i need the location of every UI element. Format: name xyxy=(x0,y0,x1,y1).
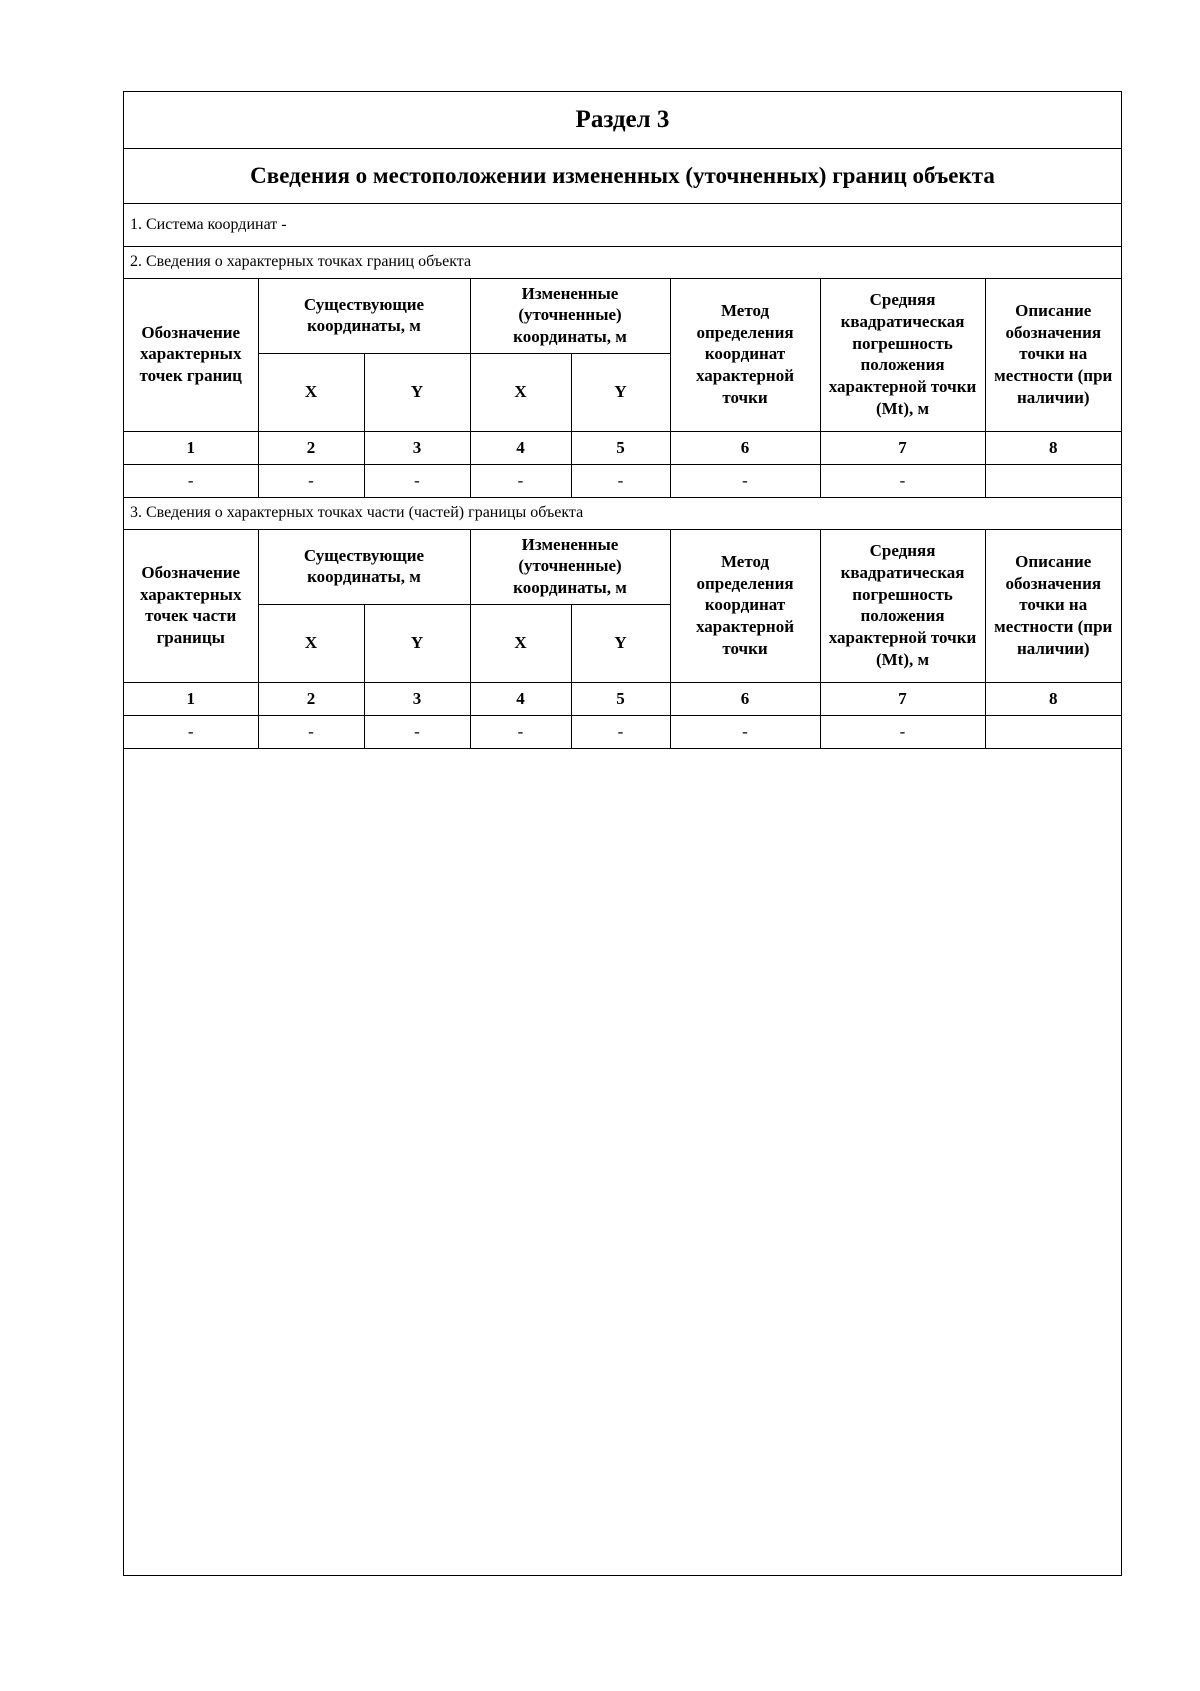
table-cell: - xyxy=(258,464,364,497)
section2-caption: 2. Сведения о характерных точках границ объекта xyxy=(124,246,1121,279)
header-method: Метод определения координат характерной точки xyxy=(670,529,820,682)
header-point-description: Описание обозначения точки на местности (при наличии) xyxy=(985,278,1121,431)
header-changed-coords: Измененные (уточненные) координаты, м xyxy=(470,529,670,604)
table-cell: - xyxy=(124,464,258,497)
table-cell: - xyxy=(470,464,571,497)
table-cell: - xyxy=(124,715,258,748)
header-existing-coords: Существующие координаты, м xyxy=(258,529,470,604)
table-cell: - xyxy=(820,464,985,497)
header-point-description: Описание обозначения точки на местности (при наличии) xyxy=(985,529,1121,682)
coordinate-system-line: 1. Система координат - xyxy=(124,203,1121,247)
column-numbers-row xyxy=(124,431,1121,464)
column-number: 7 xyxy=(820,682,985,715)
header-y-changed: Y xyxy=(571,604,670,682)
column-number: 6 xyxy=(670,431,820,464)
table-cell: - xyxy=(571,464,670,497)
section3-caption: 3. Сведения о характерных точках части (частей) границы объекта xyxy=(124,497,1121,530)
table-cell xyxy=(985,715,1121,748)
table-row xyxy=(124,715,1121,748)
document-frame xyxy=(123,91,1122,1576)
column-number: 5 xyxy=(571,682,670,715)
table-cell: - xyxy=(470,715,571,748)
header-x-existing: X xyxy=(258,353,364,431)
table-cell: - xyxy=(364,715,470,748)
column-number: 3 xyxy=(364,682,470,715)
header-x-changed: X xyxy=(470,604,571,682)
table-cell: - xyxy=(258,715,364,748)
table-cell: - xyxy=(364,464,470,497)
column-number: 7 xyxy=(820,431,985,464)
column-numbers-row xyxy=(124,682,1121,715)
table-cell: - xyxy=(670,464,820,497)
header-x-changed: X xyxy=(470,353,571,431)
table-cell xyxy=(985,464,1121,497)
header-method: Метод определения координат характерной точки xyxy=(670,278,820,431)
section-subtitle: Сведения о местоположении измененных (уточненных) границ объекта xyxy=(124,148,1121,204)
column-number: 4 xyxy=(470,682,571,715)
column-number: 1 xyxy=(124,682,258,715)
part-boundary-points-table xyxy=(124,529,1121,749)
column-number: 2 xyxy=(258,682,364,715)
header-y-existing: Y xyxy=(364,604,470,682)
column-number: 2 xyxy=(258,431,364,464)
header-designation: Обозначение характерных точек границ xyxy=(124,278,258,431)
column-number: 8 xyxy=(985,431,1121,464)
header-y-changed: Y xyxy=(571,353,670,431)
column-number: 8 xyxy=(985,682,1121,715)
section-title: Раздел 3 xyxy=(124,92,1121,149)
boundary-points-table xyxy=(124,278,1121,498)
header-existing-coords: Существующие координаты, м xyxy=(258,278,470,353)
header-mean-error: Средняя квадратическая погрешность положения характерной точки (Mt), м xyxy=(820,278,985,431)
column-number: 3 xyxy=(364,431,470,464)
header-designation: Обозначение характерных точек части границы xyxy=(124,529,258,682)
table-cell: - xyxy=(571,715,670,748)
table-row xyxy=(124,464,1121,497)
header-y-existing: Y xyxy=(364,353,470,431)
header-changed-coords: Измененные (уточненные) координаты, м xyxy=(470,278,670,353)
header-mean-error: Средняя квадратическая погрешность положения характерной точки (Mt), м xyxy=(820,529,985,682)
table-cell: - xyxy=(670,715,820,748)
column-number: 6 xyxy=(670,682,820,715)
header-x-existing: X xyxy=(258,604,364,682)
table-cell: - xyxy=(820,715,985,748)
column-number: 4 xyxy=(470,431,571,464)
column-number: 5 xyxy=(571,431,670,464)
column-number: 1 xyxy=(124,431,258,464)
